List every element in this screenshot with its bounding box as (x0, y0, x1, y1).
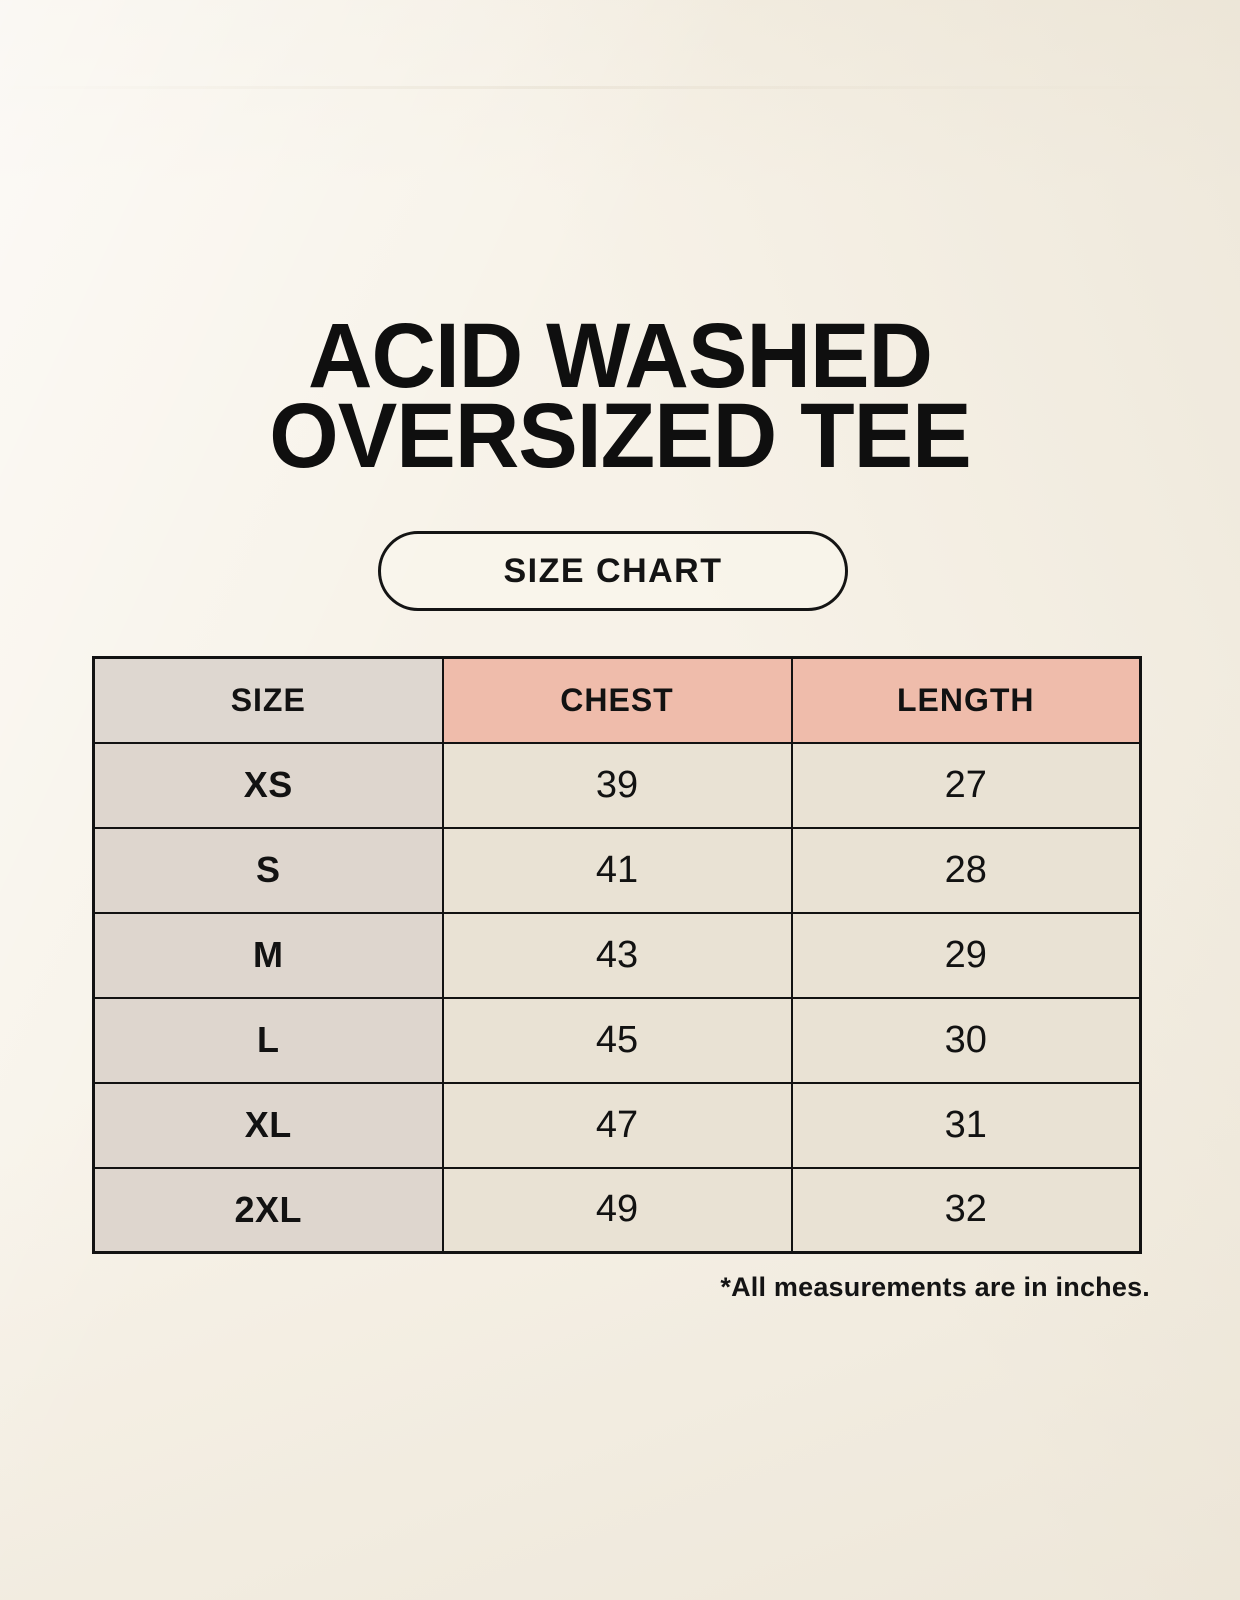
column-header-size: SIZE (94, 658, 443, 743)
table-row (94, 828, 1141, 913)
chest-value: 49 (443, 1168, 792, 1253)
size-chart-button-label: SIZE CHART (503, 551, 723, 590)
fabric-crease-shadow (0, 86, 1240, 89)
size-label: M (94, 913, 443, 998)
size-label: L (94, 998, 443, 1083)
chest-value: 39 (443, 743, 792, 828)
table-row (94, 998, 1141, 1083)
size-label: XS (94, 743, 443, 828)
size-chart-button[interactable] (378, 531, 848, 611)
table-header-row (94, 658, 1141, 743)
table-row (94, 1168, 1141, 1253)
chest-value: 45 (443, 998, 792, 1083)
size-label: XL (94, 1083, 443, 1168)
length-value: 29 (792, 913, 1141, 998)
size-table (92, 656, 1142, 1254)
chest-value: 41 (443, 828, 792, 913)
size-label: 2XL (94, 1168, 443, 1253)
product-title (19, 305, 1222, 487)
length-value: 31 (792, 1083, 1141, 1168)
table-row (94, 743, 1141, 828)
measurement-note: *All measurements are in inches. (720, 1272, 1150, 1302)
table-row (94, 1083, 1141, 1168)
length-value: 30 (792, 998, 1141, 1083)
product-title-line1: ACID WASHED (308, 305, 932, 407)
chest-value: 43 (443, 913, 792, 998)
table-row (94, 913, 1141, 998)
column-header-chest: CHEST (443, 658, 792, 743)
length-value: 28 (792, 828, 1141, 913)
column-header-length: LENGTH (792, 658, 1141, 743)
chest-value: 47 (443, 1083, 792, 1168)
product-title-line2: OVERSIZED TEE (269, 385, 971, 487)
length-value: 27 (792, 743, 1141, 828)
size-label: S (94, 828, 443, 913)
length-value: 32 (792, 1168, 1141, 1253)
